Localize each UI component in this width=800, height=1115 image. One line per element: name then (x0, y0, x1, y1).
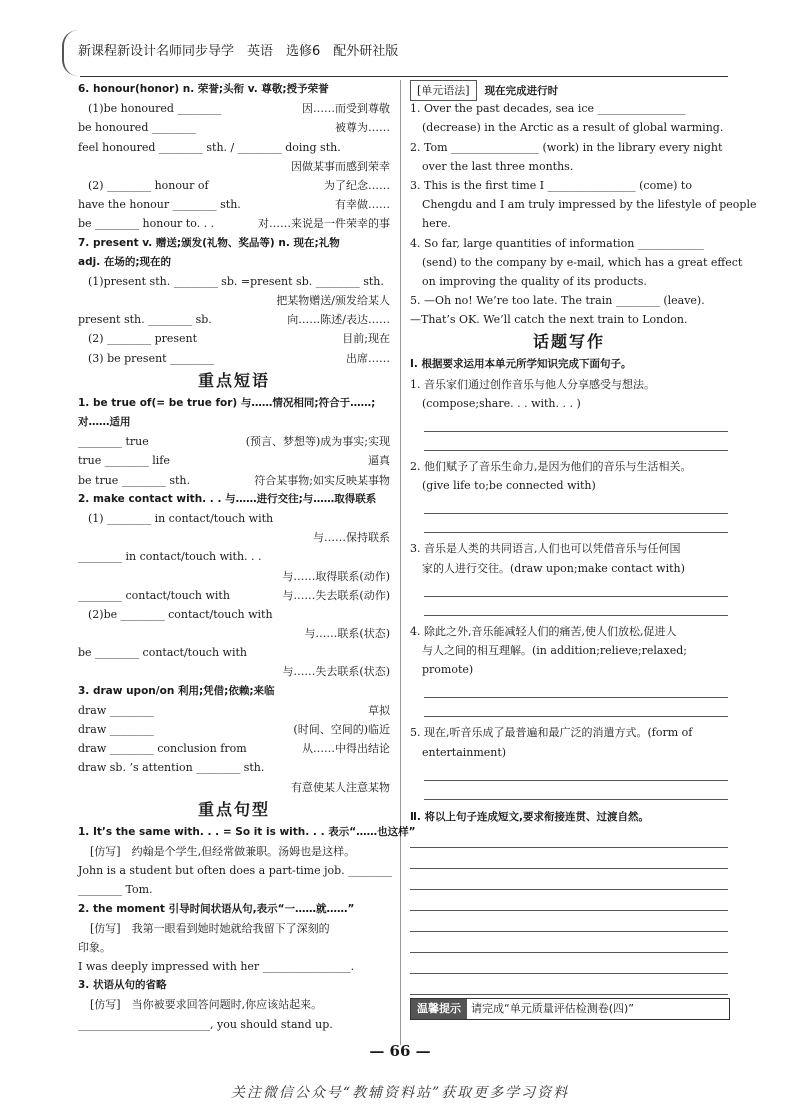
answer-line[interactable] (424, 605, 728, 616)
text-line: 4. 除此之外,音乐能减轻人们的痛苦,使人们放松,促进人 (410, 624, 677, 638)
line-meaning: 对……来说是一件荣幸的事 (258, 217, 390, 231)
line-meaning: 因做某事而感到荣幸 (291, 159, 390, 173)
exercise-line (78, 957, 390, 976)
exercise-line (78, 394, 390, 413)
answer-line[interactable] (424, 421, 728, 432)
line-text: (2)be ________ contact/touch with (88, 607, 273, 621)
line-text: draw ________ (78, 703, 154, 717)
exercise-line (78, 99, 390, 118)
answer-line[interactable] (424, 522, 728, 533)
exercise-line (78, 528, 390, 547)
line-text: ________ in contact/touch with. . . (78, 550, 262, 564)
exercise-line (78, 451, 390, 470)
writing-section-title: 话题写作 (532, 332, 605, 352)
part2-instruction: Ⅱ. 将以上句子连成短文,要求衔接连贯、过渡自然。 (410, 810, 650, 823)
exercise-line (78, 272, 390, 291)
grammar-heading (410, 80, 728, 99)
line-meaning: 把某物赠送/颁发给某人 (276, 294, 390, 308)
column-divider (400, 80, 401, 1045)
answer-line[interactable] (424, 706, 728, 717)
tip-text: 请完成“单元质量评估检测卷(四)” (471, 1002, 634, 1015)
text-line: 4. So far, large quantities of information ____________ (410, 236, 704, 250)
text-line: Chengdu and I am truly impressed by the lifestyle of people (422, 198, 757, 212)
line-meaning: 被尊为…… (335, 121, 390, 135)
text-line: here. (422, 217, 451, 231)
line-text: [仿写] 我第一眼看到她时她就给我留下了深刻的 (90, 921, 330, 935)
line-text: 2. the moment 引导时间状语从句,表示“一……就……” (78, 902, 355, 915)
line-text: be ________ honour to. . . (78, 217, 215, 231)
line-meaning: 向……陈述/表达…… (287, 313, 390, 327)
section-title: 重点句型 (197, 799, 270, 819)
exercise-line (78, 900, 390, 919)
running-header: 新课程新设计名师同步导学 英语 选修6 配外研社版 (78, 44, 399, 59)
tip-tag: 温馨提示 (411, 999, 467, 1019)
page-number: — 66 — (369, 1042, 431, 1060)
right-column (410, 80, 757, 1055)
text-line: entertainment) (422, 745, 507, 759)
line-text: feel honoured ________ sth. / ________ doing sth. (78, 140, 341, 154)
exercise-line (78, 509, 390, 528)
exercise-line (78, 1015, 390, 1034)
exercise-line (78, 624, 390, 643)
exercise-line (78, 643, 390, 662)
essay-line[interactable] (410, 942, 728, 953)
line-text: [仿写] 约翰是个学生,但经常做兼职。汤姆也是这样。 (90, 844, 356, 858)
exercise-line (78, 720, 390, 739)
line-text: (1)present sth. ________ sb. =present sb. ________ sth. (88, 274, 384, 288)
line-text: ________ true (78, 435, 149, 449)
text-line: 5. 现在,听音乐成了最普遍和最广泛的消遣方式。(form of (410, 726, 693, 740)
exercise-line (78, 291, 390, 310)
line-text: 6. honour(honor) n. 荣誉;头衔 v. 尊敬;授予荣誉 (78, 83, 329, 95)
exercise-line (78, 432, 390, 451)
grammar-title: 现在完成进行时 (484, 85, 559, 97)
exercise-line (78, 157, 390, 176)
text-line: promote) (422, 663, 474, 677)
essay-line[interactable] (410, 984, 728, 995)
line-text: ________________________, you should stand up. (78, 1017, 333, 1031)
line-text: John is a student but often does a part-time job. ________ (78, 864, 393, 878)
text-line: 1. Over the past decades, sea ice ________________ (410, 102, 686, 116)
exercise-line (78, 662, 390, 681)
exercise-line (78, 995, 390, 1014)
line-text: 1. It’s the same with. . . = So it is with. . . 表示“……也这样” (78, 825, 416, 838)
header-rule (80, 76, 728, 77)
section-title: 重点短语 (197, 370, 270, 390)
line-meaning: 与……失去联系(状态) (282, 665, 390, 679)
exercise-line (78, 413, 390, 432)
header-bracket (62, 30, 78, 76)
exercise-line (78, 118, 390, 137)
exercise-line (78, 880, 390, 899)
line-text: (1)be honoured ________ (88, 102, 222, 116)
text-line: (decrease) in the Arctic as a result of global warming. (422, 121, 724, 135)
text-line: 与人之间的相互理解。(in addition;relieve;relaxed; (422, 643, 687, 657)
line-text: adj. 在场的;现在的 (78, 255, 172, 268)
tip-box (410, 998, 730, 1020)
line-text: I was deeply impressed with her ________________. (78, 960, 355, 974)
text-line: over the last three months. (422, 159, 574, 173)
exercise-line (78, 490, 390, 509)
text-line: (send) to the company by e-mail, which has a great effect (422, 255, 743, 269)
footer-note: 关注微信公众号“教辅资料站”获取更多学习资料 (230, 1085, 570, 1101)
line-text: true ________ life (78, 454, 170, 468)
exercise-line (78, 605, 390, 624)
writing-items (410, 375, 728, 800)
exercise-line (78, 778, 390, 797)
writing-item (410, 457, 728, 533)
line-text: present sth. ________ sb. (78, 313, 212, 327)
exercise-line (78, 701, 390, 720)
text-line: (give life to;be connected with) (422, 479, 596, 493)
exercise-line (78, 861, 393, 880)
line-text: 对……适用 (78, 416, 131, 428)
line-text: be true ________ sth. (78, 473, 190, 487)
line-text: [仿写] 当你被要求回答问题时,你应该站起来。 (90, 998, 323, 1012)
exercise-line (78, 682, 390, 701)
line-text: 3. 状语从句的省略 (78, 979, 167, 992)
essay-line[interactable] (410, 879, 728, 890)
exercise-line (78, 195, 390, 214)
writing-item (410, 539, 728, 615)
line-meaning: 出席…… (346, 351, 390, 365)
essay-lines[interactable] (410, 837, 728, 995)
grammar-exercises (410, 99, 757, 329)
line-meaning: 目前;现在 (342, 332, 390, 346)
exercise-line (78, 310, 390, 329)
writing-item (410, 375, 728, 451)
exercise-line (78, 253, 390, 272)
line-text: be honoured ________ (78, 121, 196, 135)
exercise-line (78, 842, 390, 861)
line-meaning: 为了纪念…… (324, 178, 390, 192)
line-text: ________ contact/touch with (78, 588, 230, 602)
text-line: 2. Tom ________________ (work) in the library every night (410, 140, 723, 154)
exercise-line (78, 976, 390, 995)
line-meaning: 与……失去联系(动作) (282, 588, 390, 602)
line-text: have the honour ________ sth. (78, 198, 241, 212)
part1-instruction: Ⅰ. 根据要求运用本单元所学知识完成下面句子。 (410, 358, 632, 371)
line-text: 2. make contact with. . . 与……进行交往;与……取得联系 (78, 492, 377, 505)
answer-line[interactable] (424, 789, 728, 800)
line-text: draw ________ conclusion from (78, 742, 247, 756)
line-text: (2) ________ honour of (88, 178, 209, 192)
exercise-line (78, 138, 390, 157)
line-text: 1. be true of(= be true for) 与……情况相同;符合于……; (78, 396, 376, 409)
line-meaning: (预言、梦想等)成为事实;实现 (245, 435, 390, 449)
essay-line[interactable] (410, 837, 728, 848)
text-line: 3. This is the first time I ________________ (come) to (410, 178, 692, 192)
writing-item (410, 723, 728, 799)
line-text: 7. present v. 赠送;颁发(礼物、奖品等) n. 现在;礼物 (78, 236, 340, 249)
exercise-line (78, 938, 390, 957)
line-text: (3) be present ________ (88, 351, 215, 365)
exercise-line (78, 80, 390, 99)
line-meaning: 有意使某人注意某物 (291, 780, 390, 794)
grammar-tag: [单元语法] (410, 80, 477, 101)
text-line: 5. —Oh no! We’re too late. The train ________ (leave). (410, 294, 705, 308)
answer-line[interactable] (424, 440, 728, 451)
answer-line[interactable] (424, 687, 728, 698)
text-line: (compose;share. . . with. . . ) (422, 396, 581, 410)
line-text: be ________ contact/touch with (78, 646, 247, 660)
exercise-line (78, 329, 390, 348)
line-meaning: 逼真 (368, 454, 390, 468)
answer-line[interactable] (424, 586, 728, 597)
exercise-line (78, 176, 390, 195)
exercise-line (78, 214, 390, 233)
line-meaning: 因……而受到尊敬 (302, 102, 390, 116)
text-line: 3. 音乐是人类的共同语言,人们也可以凭借音乐与任何国 (410, 542, 681, 556)
exercise-line (78, 586, 390, 605)
essay-line[interactable] (410, 858, 728, 869)
exercise-line (78, 547, 390, 566)
essay-line[interactable] (410, 900, 728, 911)
line-meaning: 符合某事物;如实反映某事物 (254, 473, 390, 487)
line-meaning: 从……中得出结论 (302, 742, 390, 756)
text-line: 2. 他们赋予了音乐生命力,是因为他们的音乐与生活相关。 (410, 460, 692, 473)
exercise-line (78, 234, 390, 253)
text-line: 家的人进行交往。(draw upon;make contact with) (422, 561, 685, 575)
line-text: ________ Tom. (78, 883, 153, 897)
essay-line[interactable] (410, 921, 728, 932)
line-meaning: 草拟 (368, 703, 390, 717)
exercise-line (78, 823, 416, 842)
line-text: draw ________ (78, 723, 154, 736)
line-meaning: 与……保持联系 (313, 531, 390, 545)
text-line: 1. 音乐家们通过创作音乐与他人分享感受与想法。 (410, 377, 655, 391)
line-text: 印象。 (78, 940, 111, 954)
exercise-line (78, 919, 390, 938)
line-meaning: 与……取得联系(动作) (282, 569, 390, 583)
exercise-line (78, 567, 390, 586)
line-meaning: (时间、空间的)临近 (293, 723, 390, 736)
writing-item (410, 622, 728, 718)
essay-line[interactable] (410, 963, 728, 974)
answer-line[interactable] (424, 503, 728, 514)
answer-line[interactable] (424, 770, 728, 781)
exercise-line (78, 349, 390, 368)
line-text: (2) ________ present (88, 332, 198, 346)
text-line: —That’s OK. We’ll catch the next train to London. (410, 313, 688, 327)
line-text: 3. draw upon/on 利用;凭借;依赖;来临 (78, 684, 275, 697)
line-meaning: 与……联系(状态) (304, 627, 390, 641)
line-text: draw sb. ’s attention ________ sth. (78, 761, 265, 775)
exercise-line (78, 758, 390, 777)
exercise-line (78, 471, 390, 490)
text-line: on improving the quality of its products. (422, 274, 647, 288)
exercise-line (78, 739, 390, 758)
line-meaning: 有幸做…… (335, 198, 390, 212)
line-text: (1) ________ in contact/touch with (88, 511, 274, 525)
